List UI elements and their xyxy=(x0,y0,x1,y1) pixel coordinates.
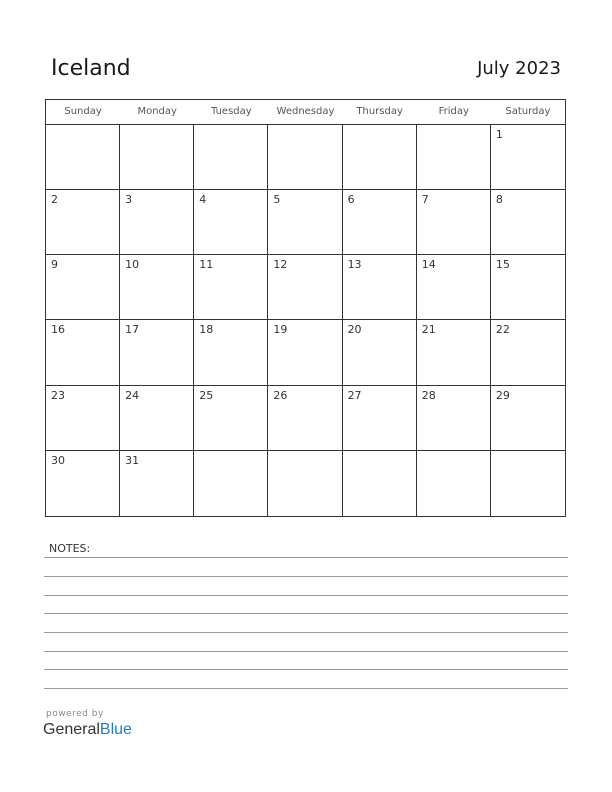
day-cell xyxy=(343,451,417,516)
day-cell xyxy=(194,386,268,451)
day-cell xyxy=(46,190,120,255)
day-number: 19 xyxy=(273,323,288,337)
day-cell xyxy=(268,320,342,385)
day-number: 4 xyxy=(199,193,207,207)
day-cell xyxy=(491,320,565,385)
day-cell xyxy=(417,386,491,451)
day-number: 17 xyxy=(125,323,140,337)
notes-label: NOTES: xyxy=(49,542,91,555)
day-cell xyxy=(46,451,120,516)
day-cell xyxy=(268,451,342,516)
powered-by-text: powered by xyxy=(46,709,104,719)
day-number: 12 xyxy=(273,258,288,272)
day-number: 27 xyxy=(347,388,362,402)
day-cell xyxy=(343,125,417,190)
day-cell xyxy=(46,255,120,320)
month-year-title: July 2023 xyxy=(477,58,561,79)
day-cell xyxy=(120,255,194,320)
day-number: 6 xyxy=(347,193,355,207)
day-cell xyxy=(491,386,565,451)
note-line xyxy=(44,688,568,689)
day-number: 16 xyxy=(51,323,65,337)
day-number: 9 xyxy=(51,258,58,272)
day-cell xyxy=(46,320,120,385)
calendar-table xyxy=(45,99,566,517)
day-cell xyxy=(343,255,417,320)
day-cell xyxy=(417,255,491,320)
day-cell xyxy=(120,451,194,516)
day-cell xyxy=(194,190,268,255)
day-number: 3 xyxy=(125,193,133,207)
day-cell xyxy=(120,125,194,190)
weekday-header: Tuesday xyxy=(211,106,252,117)
note-line xyxy=(44,651,568,652)
day-cell xyxy=(46,125,120,190)
note-line xyxy=(44,595,568,596)
day-number: 20 xyxy=(347,323,362,337)
day-cell xyxy=(46,386,120,451)
day-number: 31 xyxy=(125,453,140,467)
day-number: 1 xyxy=(495,128,503,141)
day-cell xyxy=(268,125,342,190)
weekday-header-row xyxy=(46,100,565,125)
day-cell xyxy=(343,386,417,451)
day-cell xyxy=(417,125,491,190)
day-number: 29 xyxy=(495,388,510,402)
day-cell xyxy=(491,125,565,190)
day-number: 26 xyxy=(273,388,288,402)
day-number: 7 xyxy=(421,193,429,207)
day-cell xyxy=(417,451,491,516)
day-cell xyxy=(194,451,268,516)
day-cell xyxy=(194,125,268,190)
day-number: 21 xyxy=(421,323,436,337)
weekday-header: Friday xyxy=(438,106,469,117)
day-number: 24 xyxy=(125,388,140,402)
brand-general: General xyxy=(43,721,100,738)
day-cell xyxy=(120,320,194,385)
day-cell xyxy=(120,386,194,451)
brand-blue: Blue xyxy=(99,721,132,738)
day-cell xyxy=(268,386,342,451)
note-line xyxy=(44,632,568,633)
calendar-grid xyxy=(46,125,565,516)
day-cell xyxy=(343,320,417,385)
day-cell xyxy=(268,190,342,255)
day-number: 13 xyxy=(347,258,362,272)
day-number: 5 xyxy=(273,193,281,207)
day-number: 30 xyxy=(51,453,65,467)
note-line xyxy=(44,669,568,670)
note-line xyxy=(44,557,568,558)
weekday-header: Monday xyxy=(137,106,177,117)
day-cell xyxy=(194,255,268,320)
day-cell xyxy=(491,190,565,255)
day-cell xyxy=(120,190,194,255)
day-cell xyxy=(268,255,342,320)
day-cell xyxy=(194,320,268,385)
weekday-header: Saturday xyxy=(505,106,551,117)
day-number: 15 xyxy=(495,258,510,272)
day-number: 22 xyxy=(495,323,510,337)
day-number: 28 xyxy=(421,388,436,402)
day-number: 25 xyxy=(199,388,214,402)
day-number: 14 xyxy=(421,258,436,272)
weekday-header: Sunday xyxy=(64,106,102,117)
note-line xyxy=(44,576,568,577)
day-number: 18 xyxy=(199,323,214,337)
day-number: 2 xyxy=(51,193,58,207)
day-number: 11 xyxy=(199,258,214,272)
note-line xyxy=(44,613,568,614)
generalblue-logo[interactable] xyxy=(43,721,132,739)
day-cell xyxy=(343,190,417,255)
day-cell xyxy=(491,255,565,320)
country-title: Iceland xyxy=(51,56,131,81)
day-cell xyxy=(491,451,565,516)
day-cell xyxy=(417,320,491,385)
weekday-header: Wednesday xyxy=(276,106,335,117)
weekday-header: Thursday xyxy=(356,106,403,117)
day-number: 10 xyxy=(125,258,140,272)
day-number: 8 xyxy=(495,193,503,207)
day-cell xyxy=(417,190,491,255)
day-number: 23 xyxy=(51,388,65,402)
